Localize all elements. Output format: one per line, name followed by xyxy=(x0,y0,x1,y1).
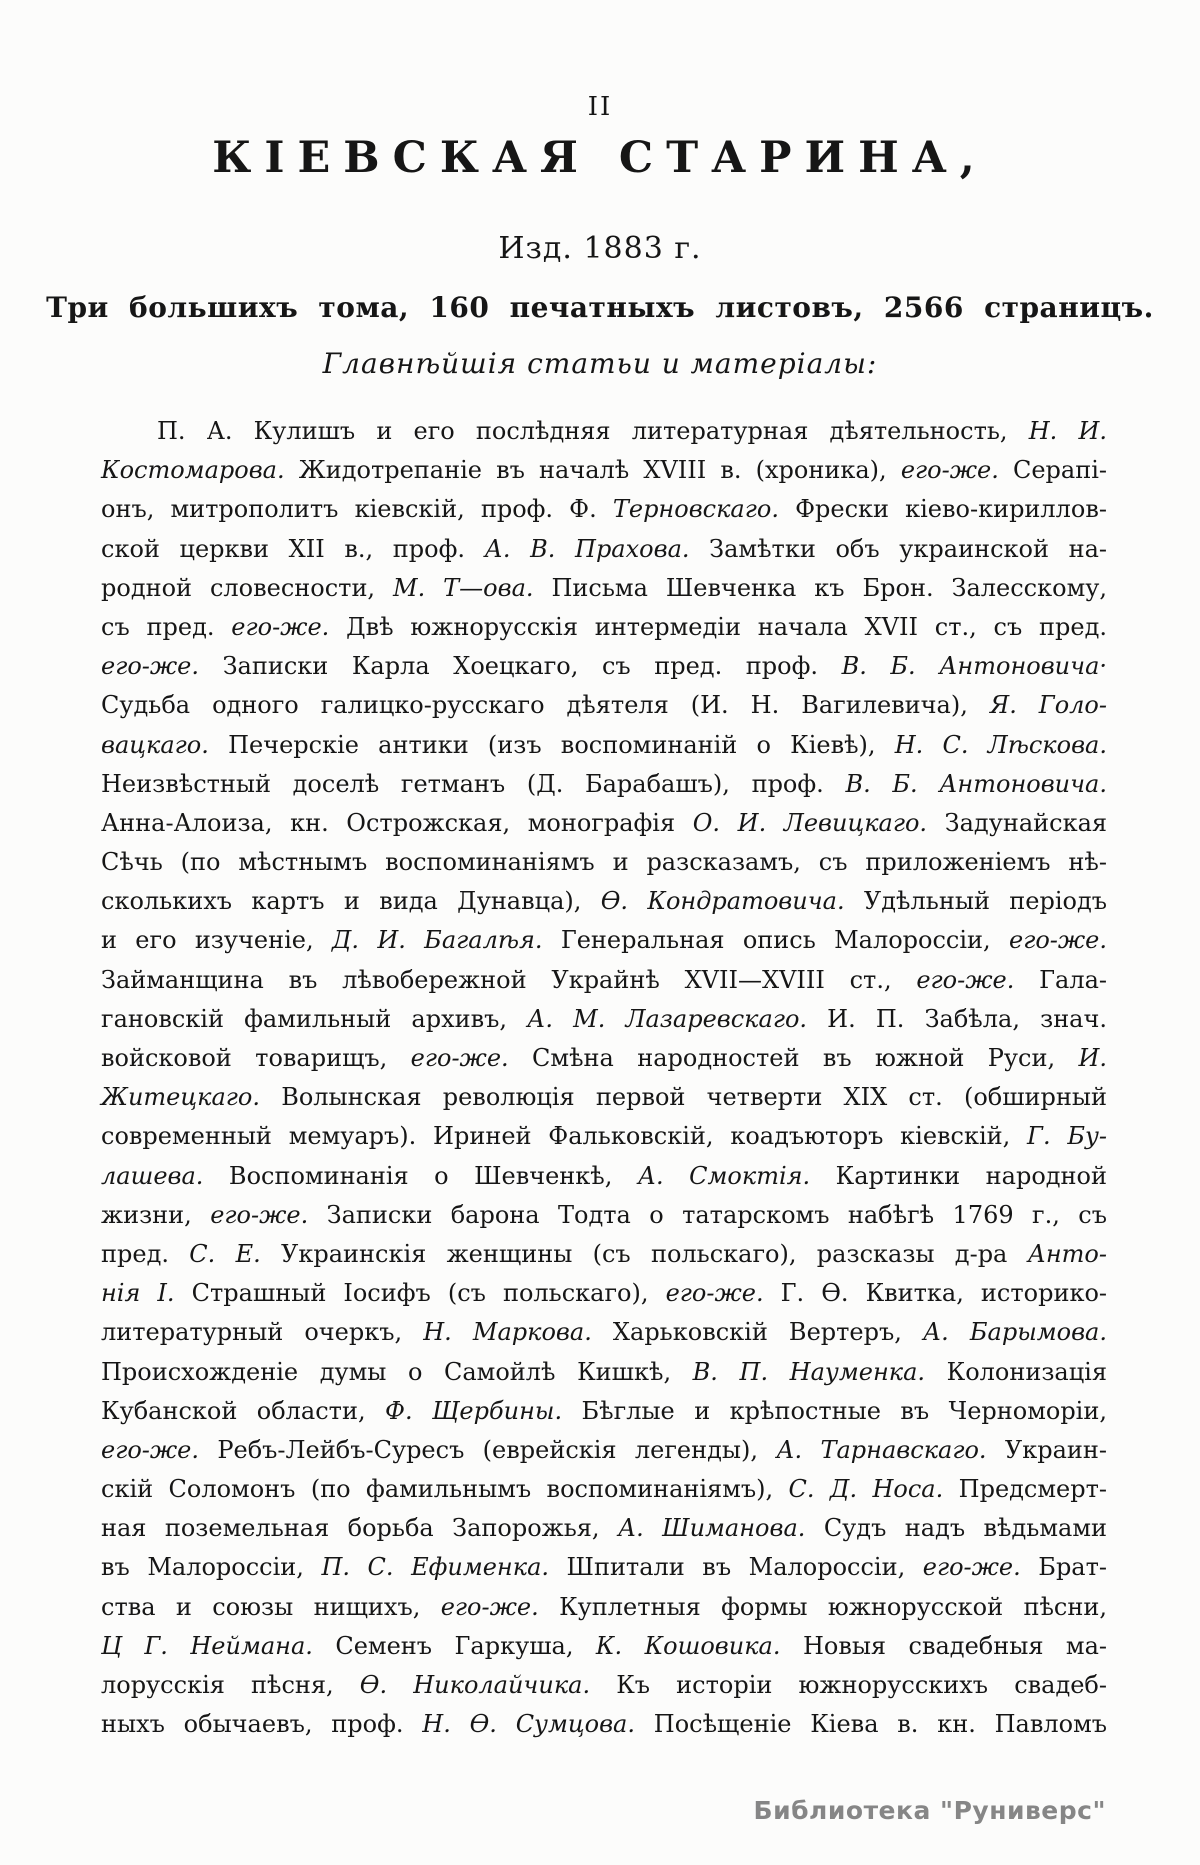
text-line: Происхожденіе думы о Самойлѣ Кишкѣ, В. П. Науменка. Колонизація xyxy=(101,1357,1107,1386)
text-line: пред. С. Е. Украинскія женщины (съ польскаго), разсказы д-ра Анто- xyxy=(101,1239,1107,1268)
text-line: родной словесности, М. Т—ова. Письма Шевченка къ Брон. Залесскому, xyxy=(101,573,1107,602)
text-line: жизни, его-же. Записки барона Тодта о татарскомъ набѣгѣ 1769 г., съ xyxy=(101,1200,1107,1229)
text-line: Займанщина въ лѣвобережной Украйнѣ XVII—XVIII ст., его-же. Гала- xyxy=(101,965,1107,994)
text-line: въ Малороссіи, П. С. Ефименка. Шпитали въ Малороссіи, его-же. Брат- xyxy=(101,1553,1108,1582)
text-line: ства и союзы нищихъ, его-же. Куплетныя формы южнорусской пѣсни, xyxy=(101,1592,1107,1621)
text-line: нія I. Страшный Іосифъ (съ польскаго), его-же. Г. Ѳ. Квитка, историко- xyxy=(101,1279,1107,1308)
text-line: Неизвѣстный доселѣ гетманъ (Д. Барабашъ), проф. В. Б. Антоновича. xyxy=(101,769,1107,798)
page-number: II xyxy=(587,92,613,122)
text-line: сколькихъ картъ и вида Дунавца), Ѳ. Кондратовича. Удѣльный періодъ xyxy=(101,887,1108,916)
text-line: литературный очеркъ, Н. Маркова. Харьковскій Вертеръ, А. Барымова. xyxy=(101,1318,1107,1347)
text-line: гановскій фамильный архивъ, А. М. Лазаревскаго. И. П. Забѣла, знач. xyxy=(101,1004,1107,1033)
text-line: ской церкви XII в., проф. А. В. Прахова. Замѣтки объ украинской на- xyxy=(101,534,1108,563)
text-line: ная поземельная борьба Запорожья, А. Шиманова. Судъ надъ вѣдьмами xyxy=(101,1514,1107,1543)
text-line: Ц Г. Неймана. Семенъ Гаркуша, К. Кошовика. Новыя свадебныя ма- xyxy=(101,1631,1107,1660)
text-line: лорусскія пѣсня, Ѳ. Николайчика. Къ исторіи южнорусскихъ свадеб- xyxy=(101,1671,1107,1699)
text-line: его-же. Ребъ-Лейбъ-Суресъ (еврейскія легенды), А. Тарнавскаго. Украин- xyxy=(101,1435,1107,1464)
body-text xyxy=(101,412,1107,1744)
edition-year: Изд. 1883 г. xyxy=(498,231,702,266)
contents-subtitle: Главнѣйшія статьи и матеріалы: xyxy=(322,347,878,380)
volumes-summary: Три большихъ тома, 160 печатныхъ листовъ, 2566 страницъ. xyxy=(46,291,1154,324)
text-line: П. А. Кулишъ и его послѣдняя литературная дѣятельность, Н. И. xyxy=(157,417,1107,445)
text-line: Судьба одного галицко-русскаго дѣятеля (И. Н. Вагилевича), Я. Голо- xyxy=(101,691,1107,720)
text-line: онъ, митрополитъ кіевскій, проф. Ф. Терновскаго. Фрески кіево-кириллов- xyxy=(101,495,1107,524)
library-watermark: Библиотека "Руниверс" xyxy=(753,1796,1106,1825)
text-line: современный мемуаръ). Ириней Фальковскій, коадъюторъ кіевскій, Г. Бу- xyxy=(101,1122,1107,1151)
text-line: Житецкаго. Волынская революція первой четверти XIX ст. (обширный xyxy=(101,1083,1107,1112)
text-line: вацкаго. Печерскіе антики (изъ воспоминаній о Кіевѣ), Н. С. Лѣскова. xyxy=(101,730,1107,759)
text-line: Анна-Алоиза, кн. Острожская, монографія О. И. Левицкаго. Задунайская xyxy=(101,808,1108,837)
text-line: его-же. Записки Карла Хоецкаго, съ пред. проф. В. Б. Антоновича· xyxy=(101,652,1108,681)
text-line: скій Соломонъ (по фамильнымъ воспоминаніямъ), С. Д. Носа. Предсмерт- xyxy=(101,1475,1107,1504)
text-line: ныхъ обычаевъ, проф. Н. Ѳ. Сумцова. Посѣщеніе Кіева в. кн. Павломъ xyxy=(101,1710,1107,1739)
text-line: Кубанской области, Ф. Щербины. Бѣглые и крѣпостные въ Черноморіи, xyxy=(101,1396,1107,1425)
text-line: и его изученіе, Д. И. Багалѣя. Генеральная опись Малороссіи, его-же. xyxy=(101,926,1107,955)
text-line: Сѣчь (по мѣстнымъ воспоминаніямъ и разсказамъ, съ приложеніемъ нѣ- xyxy=(101,848,1107,877)
book-title: КІЕВСКАЯ СТАРИНА, xyxy=(212,133,988,183)
text-line: лашева. Воспоминанія о Шевченкѣ, А. Смоктія. Картинки народной xyxy=(101,1161,1107,1190)
text-line: Костомарова. Жидотрепаніе въ началѣ XVIII в. (хроника), его-же. Серапі- xyxy=(101,456,1107,485)
text-line: войсковой товарищъ, его-же. Смѣна народностей въ южной Руси, И. xyxy=(101,1044,1107,1072)
text-line: съ пред. его-же. Двѣ южнорусскія интермедіи начала XVII ст., съ пред. xyxy=(101,612,1108,641)
